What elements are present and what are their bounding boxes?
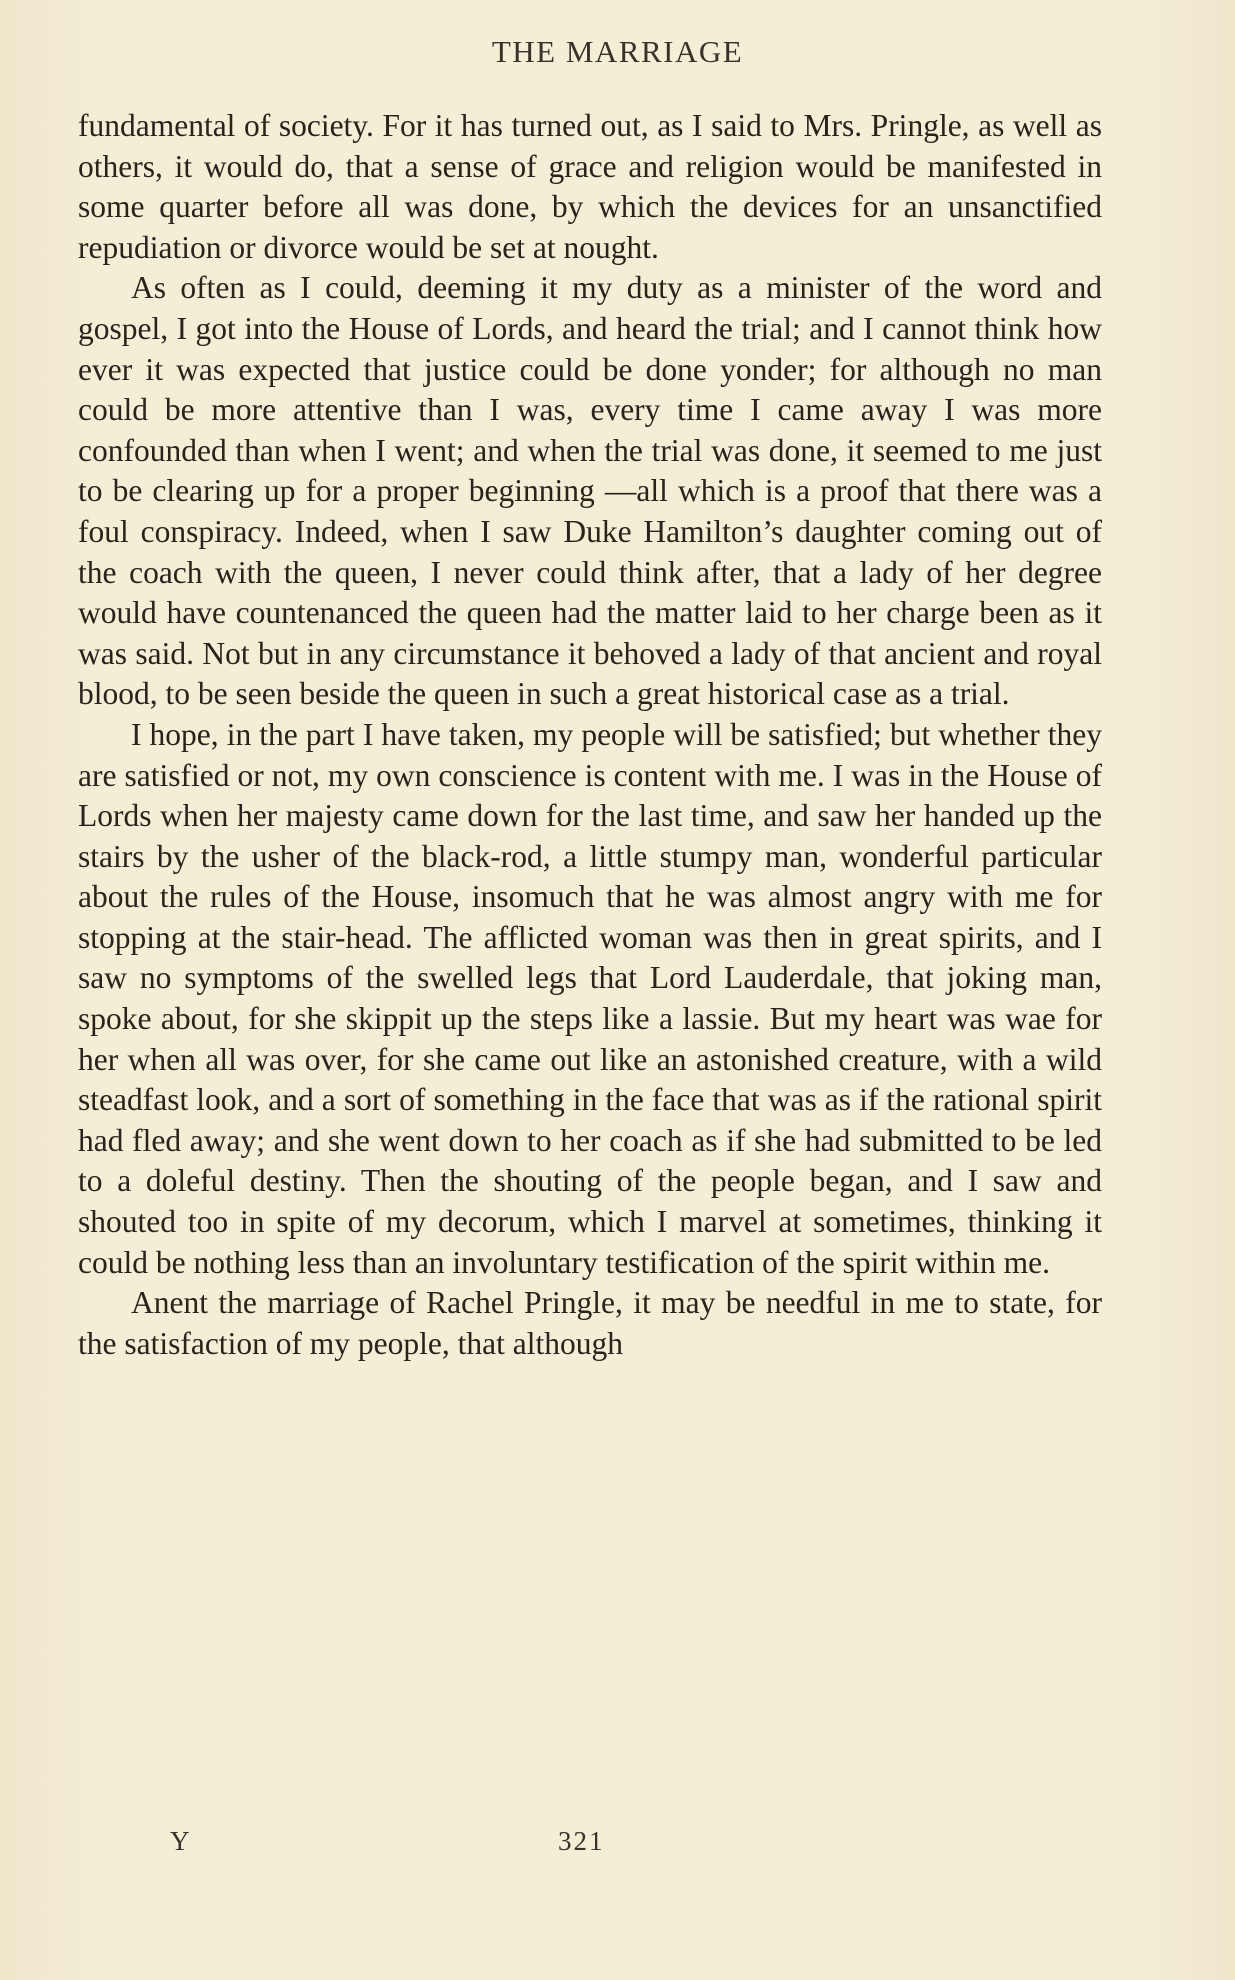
page-footer <box>0 1826 1235 1866</box>
paragraph-continuation: fundamental of society. For it has turned out, as I said to Mrs. Pringle, as well as others, it would do, that a sense of grace and religion would be manifested in some quarter before all was done, by which the devices for an unsanctified repudiation or divorce would be set at nought. <box>78 108 1102 265</box>
paragraph-house-of-lords: As often as I could, deeming it my duty as a minister of the word and gospel, I got into the House of Lords, and heard the trial; and I cannot think how ever it was expected that justice could be done yonder; for although no man could be more attentive than I was, every time I came away I was more confounded than when I went; and when the trial was done, it seemed to me just to be clearing up for a proper beginning —all which is a proof that there was a foul conspiracy. Indeed, when I saw Duke Hamilton’s daughter coming out of the coach with the queen, I never could think after, that a lady of her degree would have countenanced the queen had the matter laid to her charge been as it was said. Not but in any circumstance it behoved a lady of that ancient and royal blood, to be seen beside the queen in such a great historical case as a trial. <box>78 270 1102 712</box>
page-number: 321 <box>558 1826 605 1856</box>
body-text <box>78 106 1102 1364</box>
running-head: THE MARRIAGE <box>491 34 744 69</box>
signature-mark: Y <box>170 1826 190 1856</box>
paragraph-rachel-pringle: Anent the marriage of Rachel Pringle, it may be needful in me to state, for the satisfaction of my people, that although <box>78 1285 1102 1361</box>
paragraph-conscience: I hope, in the part I have taken, my people will be satisfied; but whether they are satisfied or not, my own conscience is content with me. I was in the House of Lords when her majesty came down for the last time, and saw her handed up the stairs by the usher of the black-rod, a little stumpy man, wonderful particular about the rules of the House, insomuch that he was almost angry with me for stopping at the stair-head. The afflicted woman was then in great spirits, and I saw no symptoms of the swelled legs that Lord Lauderdale, that joking man, spoke about, for she skippit up the steps like a lassie. But my heart was wae for her when all was over, for she came out like an astonished creature, with a wild steadfast look, and a sort of something in the face that was as if the rational spirit had fled away; and she went down to her coach as if she had submitted to be led to a doleful destiny. Then the shouting of the people began, and I saw and shouted too in spite of my decorum, which I marvel at sometimes, thinking it could be nothing less than an involuntary testification of the spirit within me. <box>78 716 1102 1280</box>
